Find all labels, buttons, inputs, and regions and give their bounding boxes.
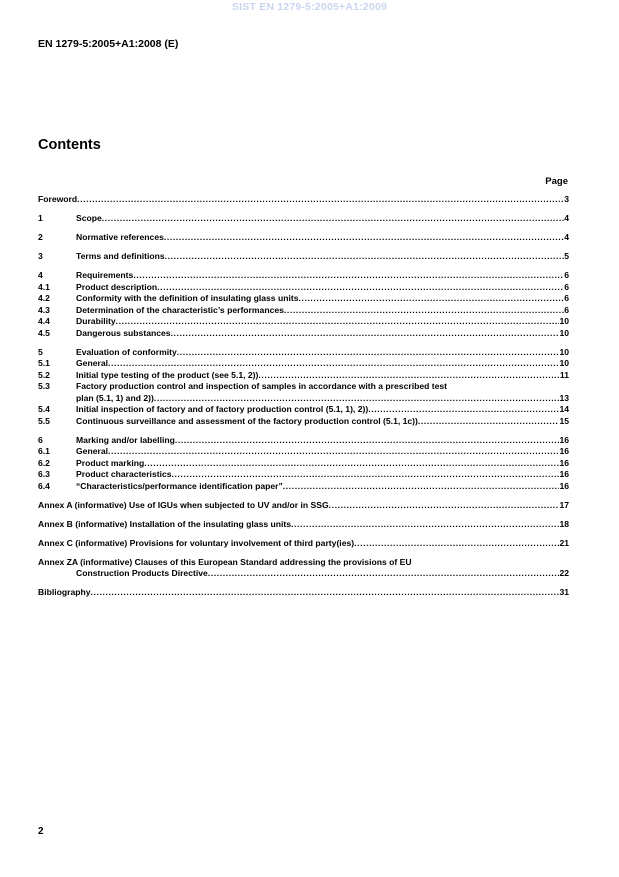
toc-label: “Characteristics/performance identification paper” — [76, 480, 283, 491]
toc-label: Annex A (informative) Use of IGUs when subjected to UV and/or in SSG — [38, 499, 329, 510]
toc-label: Bibliography — [38, 587, 91, 597]
toc-entry[interactable] — [38, 232, 569, 244]
toc-entry[interactable] — [38, 194, 569, 206]
toc-label: Initial inspection of factory and of factory production control (5.1, 1), 2)) — [76, 404, 369, 414]
page-column-header: Page — [545, 176, 568, 187]
toc-label: Product characteristics — [76, 469, 172, 479]
dot-leader — [298, 293, 564, 305]
toc-page: 10 — [559, 358, 569, 368]
toc-entry[interactable] — [38, 404, 569, 416]
toc-number: 4.3 — [38, 304, 50, 315]
toc-entry-annex-c[interactable] — [38, 538, 569, 550]
toc-number: 5.5 — [38, 415, 50, 426]
toc-label: Terms and definitions — [76, 251, 165, 261]
toc-page: 11 — [559, 369, 569, 380]
dot-leader — [91, 587, 560, 599]
watermark: SIST EN 1279-5:2005+A1:2009 — [231, 1, 388, 13]
toc-number: 1 — [38, 213, 43, 223]
toc-page: 18 — [559, 518, 569, 529]
toc-page: 16 — [559, 480, 569, 491]
toc-entry[interactable] — [38, 458, 569, 470]
toc-entry[interactable] — [38, 328, 569, 340]
toc-label: Durability — [76, 316, 116, 326]
toc-label: Scope — [76, 213, 102, 223]
toc-number: 2 — [38, 232, 43, 242]
toc-page: 15 — [559, 415, 569, 426]
toc-label: plan (5.1, 1) and 2)) — [76, 392, 154, 403]
toc-entry-annex-b[interactable] — [38, 519, 569, 531]
toc-entry[interactable] — [38, 416, 569, 428]
dot-leader — [291, 519, 559, 531]
toc-entry[interactable] — [38, 251, 569, 263]
toc-entry-annex-za[interactable] — [38, 557, 569, 569]
toc-number: 6.3 — [38, 469, 50, 479]
toc-page: 10 — [559, 316, 569, 326]
toc-page: 4 — [564, 213, 569, 223]
dot-leader — [284, 305, 564, 317]
toc-label: Evaluation of conformity — [76, 346, 177, 357]
toc-page: 6 — [564, 304, 569, 315]
toc-number: 4.5 — [38, 327, 50, 338]
toc-entry[interactable] — [38, 347, 569, 359]
toc-page: 6 — [564, 293, 569, 303]
dot-leader — [208, 568, 560, 580]
page-title: Contents — [38, 137, 101, 153]
dot-leader — [258, 370, 560, 382]
toc-entry[interactable] — [38, 282, 569, 294]
toc-label: Initial type testing of the product (see 5.1, 2)) — [76, 369, 259, 380]
toc-number: 4 — [38, 270, 43, 280]
toc-page: 31 — [559, 587, 569, 597]
toc-label: Conformity with the definition of insulating glass units — [76, 293, 299, 303]
toc-entry[interactable] — [38, 435, 569, 447]
toc-entry[interactable] — [38, 481, 569, 493]
dot-leader — [329, 500, 560, 512]
toc-label: Normative references — [76, 232, 164, 242]
toc-entry[interactable] — [38, 270, 569, 282]
toc-label: Construction Products Directive — [76, 568, 208, 578]
toc-entry[interactable] — [38, 370, 569, 382]
toc-entry-continuation[interactable] — [38, 393, 569, 405]
toc-page: 5 — [564, 251, 569, 261]
toc-label: Marking and/or labelling — [76, 434, 175, 445]
dot-leader — [108, 446, 559, 458]
toc-page: 16 — [559, 469, 569, 479]
toc-page: 16 — [559, 446, 569, 456]
toc-page: 4 — [564, 232, 569, 242]
toc-label: Annex ZA (informative) Clauses of this European Standard addressing the provisions of EU — [38, 556, 412, 567]
toc-page: 17 — [559, 499, 569, 510]
table-of-contents — [38, 194, 569, 599]
dot-leader — [165, 251, 565, 263]
toc-page: 3 — [564, 194, 569, 204]
toc-label: General — [76, 358, 109, 368]
toc-entry[interactable] — [38, 293, 569, 305]
dot-leader — [102, 213, 564, 225]
dot-leader — [164, 232, 564, 244]
dot-leader — [354, 538, 559, 550]
page-number: 2 — [38, 826, 44, 837]
toc-label: Product description — [76, 281, 158, 292]
toc-page: 13 — [559, 392, 569, 403]
toc-entry-continuation[interactable] — [38, 568, 569, 580]
dot-leader — [177, 347, 560, 359]
toc-page: 14 — [559, 404, 569, 414]
dot-leader — [175, 435, 560, 447]
dot-leader — [283, 481, 560, 493]
dot-leader — [418, 416, 560, 428]
toc-label: Factory production control and inspection of samples in accordance with a prescribed test — [76, 381, 448, 391]
document-id: EN 1279-5:2005+A1:2008 (E) — [38, 38, 179, 50]
toc-entry[interactable] — [38, 305, 569, 317]
toc-label: Foreword — [38, 194, 78, 204]
dot-leader — [172, 469, 560, 481]
toc-entry[interactable] — [38, 358, 569, 370]
dot-leader — [116, 316, 560, 328]
dot-leader — [77, 194, 564, 206]
toc-label: Determination of the characteristic’s performances — [76, 304, 284, 315]
toc-number: 6 — [38, 434, 43, 445]
toc-entry[interactable] — [38, 316, 569, 328]
toc-page: 6 — [564, 281, 569, 292]
toc-page: 22 — [559, 568, 569, 578]
toc-label: Annex C (informative) Provisions for voluntary involvement of third party(ies) — [38, 537, 355, 548]
toc-number: 6.2 — [38, 457, 50, 468]
toc-number: 6.4 — [38, 480, 50, 491]
toc-page: 16 — [559, 457, 569, 468]
toc-entry[interactable] — [38, 446, 569, 458]
toc-label: Dangerous substances — [76, 327, 171, 338]
toc-number: 5.4 — [38, 404, 50, 414]
dot-leader — [368, 404, 559, 416]
toc-page: 6 — [564, 270, 569, 280]
dot-leader — [144, 458, 559, 470]
toc-number: 4.1 — [38, 281, 50, 292]
toc-number: 5.1 — [38, 358, 50, 368]
toc-label: General — [76, 446, 109, 456]
toc-number: 6.1 — [38, 446, 50, 456]
toc-entry-bibliography[interactable] — [38, 587, 569, 599]
toc-number: 5.2 — [38, 369, 50, 380]
dot-leader — [108, 358, 559, 370]
toc-number: 4.2 — [38, 293, 50, 303]
toc-label: Requirements — [76, 270, 134, 280]
dot-leader — [171, 328, 560, 340]
toc-number: 4.4 — [38, 316, 50, 326]
toc-number: 3 — [38, 251, 43, 261]
toc-page: 16 — [559, 434, 569, 445]
toc-label: Product marking — [76, 457, 145, 468]
dot-leader — [154, 393, 560, 405]
toc-page: 10 — [559, 327, 569, 338]
toc-page: 10 — [559, 346, 569, 357]
toc-number: 5.3 — [38, 381, 50, 391]
dot-leader — [133, 270, 564, 282]
toc-entry[interactable] — [38, 381, 569, 393]
toc-entry[interactable] — [38, 213, 569, 225]
toc-number: 5 — [38, 346, 43, 357]
dot-leader — [157, 282, 564, 294]
toc-entry-annex-a[interactable] — [38, 500, 569, 512]
toc-entry[interactable] — [38, 469, 569, 481]
toc-page: 21 — [559, 537, 569, 548]
toc-label: Continuous surveillance and assessment of the factory production control (5.1, 1c)) — [76, 415, 418, 426]
toc-label: Annex B (informative) Installation of the insulating glass units — [38, 518, 292, 529]
